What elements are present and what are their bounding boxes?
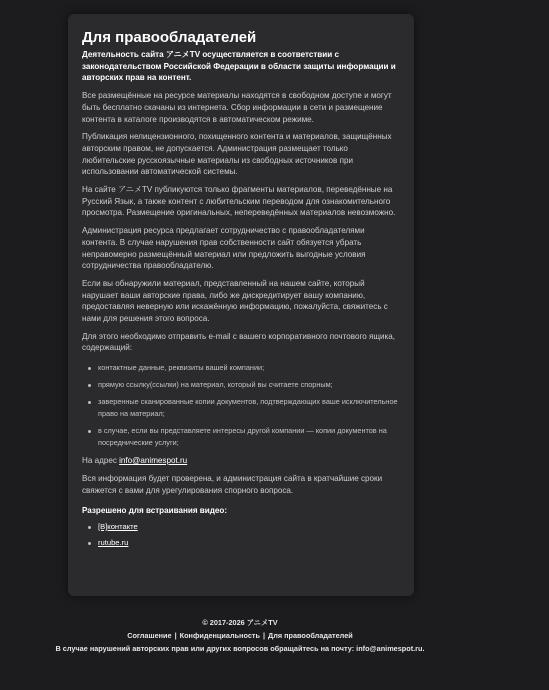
list-item: контактные данные, реквизиты вашей компании;	[98, 362, 402, 374]
intro-text: Деятельность сайта アニメTV осуществляется в соответствии с законодательством Российской Федерации в области защиты информации и авторских прав на контент.	[82, 50, 396, 83]
footer-link-rights-holders[interactable]: Для правообладателей	[268, 631, 353, 640]
email-link[interactable]: info@animespot.ru	[119, 456, 188, 466]
footer-link-agreement[interactable]: Соглашение	[127, 631, 172, 640]
footer-link-privacy[interactable]: Конфиденциальность	[179, 631, 260, 640]
footer-links	[0, 629, 480, 642]
footer-separator: |	[174, 631, 177, 640]
allowed-embed-list	[82, 521, 402, 549]
rights-holders-section	[82, 28, 402, 553]
paragraph-closing: Вся информация будет проверена, и администрация сайта в кратчайшие сроки свяжется с вами для урегулирования спорного вопроса.	[82, 473, 383, 495]
site-footer	[0, 616, 480, 655]
paragraph-cooperation: Администрация ресурса предлагает сотрудничество с правообладателями контента. В случае нарушения прав собственности сайт обязуется убрать неправомерно размещённый материал или предложить выгодные условия сотрудничества правообладателю.	[82, 226, 366, 271]
email-prefix: На адрес	[82, 456, 120, 466]
rutube-link[interactable]: rutube.ru	[98, 537, 129, 547]
page-title: Для правообладателей	[82, 29, 257, 46]
paragraph-email-requirements: Для этого необходимо отправить e-mail с вашего корпоративного почтового ящика, содержащий:	[82, 331, 395, 353]
list-item	[98, 521, 402, 533]
list-item: прямую ссылку(ссылки) на материал, который вы считаете спорным;	[98, 379, 402, 391]
footer-separator: |	[262, 631, 265, 640]
paragraph-free-access: Все размещённые на ресурсе материалы находятся в свободном доступе и могут быть бесплатно скачаны из интернета. Сбор информации в сети и размещение контента в каталоге производятся в автоматическом режиме.	[82, 91, 392, 124]
list-item: заверенные сканированные копии документов, подтверждающих ваше исключительное право на материал;	[98, 396, 402, 420]
footer-notice: В случае нарушений авторских прав или других вопросов обращайтесь на почту: info@animespot.ru.	[55, 644, 425, 653]
list-item: в случае, если вы представляете интересы другой компании — копии документов на посреднические услуги;	[98, 425, 402, 449]
paragraph-fragments-only: На сайте アニメTV публикуются только фрагменты материалов, переведённые на Русский Язык, а также контент с любительским переводом для ознакомительного просмотра. Размещение оригинальных, непереведённых материалов невозможно.	[82, 185, 396, 218]
paragraph-no-unlicensed: Публикация нелицензионного, похищенного контента и материалов, защищённых авторским правом, не допускается. Администрация размещает только любительские русскоязычные материалы из свободных источников при использовании автоматической системы.	[82, 132, 392, 177]
allowed-embed-title: Разрешено для встраивания видео:	[82, 506, 228, 516]
email-address-line	[82, 455, 402, 467]
paragraph-report-violation: Если вы обнаружили материал, представленный на нашем сайте, который нарушает ваши авторские права, либо же дискредитирует вашу компанию, предоставляя неверную или искажённую информацию, пожалуйста, свяжитесь с нами для решения этого вопроса.	[82, 278, 388, 324]
list-item	[98, 537, 402, 549]
vkontakte-link[interactable]: [В]контакте	[98, 521, 138, 531]
requirements-list	[82, 362, 402, 449]
footer-copyright: © 2017-2026 アニメTV	[202, 618, 278, 627]
